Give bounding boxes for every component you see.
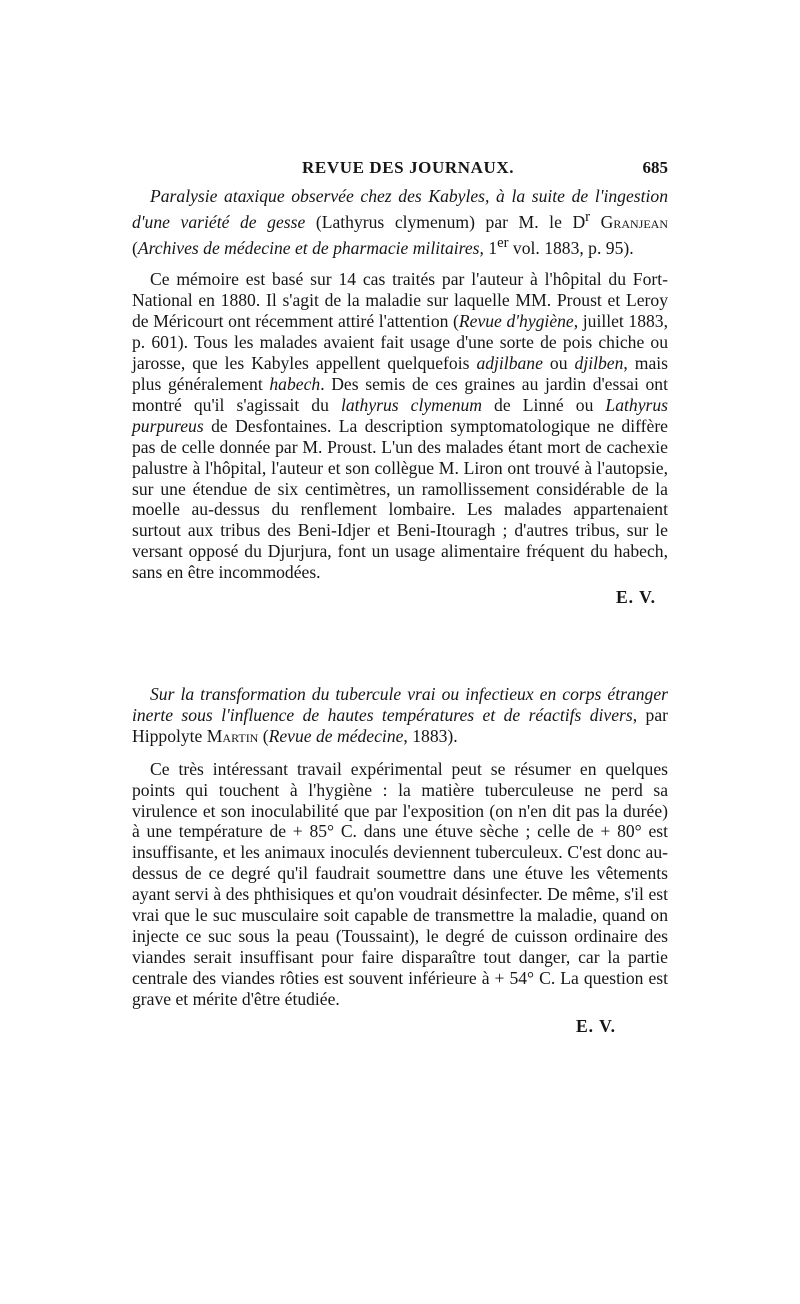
article-title [132,684,668,747]
article-body [132,269,668,583]
text-run: er [497,234,509,251]
article-transformation-tubercule [132,684,668,1037]
page-number: 685 [642,158,668,177]
text-run: , juillet 1883, p. 601). Tous les malades avaient fait usage d'une sorte de pois chiche ou jarosse, que les Kabyles appellent quelquefois [132,311,669,374]
running-title: REVUE DES JOURNAUX. [302,158,515,177]
text-run: Ce mémoire est basé sur 14 cas traités par l'auteur à l'hôpital du Fort-National en 1880. Il s'agit de la maladie sur laquelle MM. Proust et Leroy de Méricourt ont récemment attiré l'attention ( [132,269,668,332]
text-run: 1 [483,237,498,258]
text-run: Sur la transformation du tubercule vrai ou infectieux en corps étranger inerte sous l'influence de hautes températures et de réactifs divers [132,684,668,725]
text-run: ( [258,725,269,746]
text-run: Archives de médecine et de pharmacie militaires, [137,237,484,258]
article-paralysie-ataxique [132,186,668,608]
text-run: Paralysie ataxique observée chez des Kabyles, à la suite de l'ingestion d'une variété de gesse [132,186,668,232]
text-run: adjilbane [476,353,543,374]
text-run: vol. 1883, p. 95). [508,237,634,258]
text-run: Lathyrus purpureus [132,394,668,436]
text-run: Granjean [600,211,669,232]
page-header [132,158,668,184]
text-run: de Linné ou [482,394,606,415]
text-run: ou [542,353,575,374]
text-run: , par Hippolyte [132,704,669,746]
text-run: Revue d'hygiène [458,311,574,332]
article-body [132,759,668,1010]
text-run: (Lathyrus clymenum) par M. le D [305,211,586,232]
text-run: Martin [206,725,259,746]
text-run: habech [269,373,321,394]
article-signature: E. V. [575,1015,616,1036]
text-run: , mais plus généralement [132,353,669,394]
text-run: de Desfontaines. La description symptomatologique ne diffère pas de celle donnée par M. Proust. L'un des malades étant mort de cachexie palustre à l'hôpital, l'auteur et son collègue M. Liron ont trouvé à l'autopsie, sur une étendue de six centimètres, un ramollissement considérable de la moelle au-dessus du renflement lombaire. Les malades appartenaient surtout aux tribus des Beni-Idjer et Beni-Itouragh ; d'autres tribus, sur le versant opposé du Djurjura, font un usage alimentaire fréquent du habech, sans en être incommodées. [132,415,668,583]
text-run: Revue de médecine [268,725,404,746]
text-run: . Des semis de ces graines au jardin d'essai ont montré qu'il s'agissait du [132,373,668,415]
article-title [132,186,668,258]
text-run: Ce très intéressant travail expérimental peut se résumer en quelques points qui touchent à l'hygiène : la matière tuberculeuse ne perd sa virulence et son inoculabilité que par l'exposition (on n'en dit pas la durée) à une température de + 85° C. dans une étuve sèche ; celle de + 80° est insuffisante, et les animaux inoculés deviennent tuberculeux. C'est donc au-dessus de ce degré qu'il faudrait soumettre dans une étuve les vêtements ayant servi à des phthisiques et qu'on voudrait désinfecter. De même, s'il est vrai que le suc musculaire soit capable de transmettre la maladie, quand on injecte ce suc sous la peau (Toussaint), le degré de cuisson ordinaire des viandes serait insuffisant pour faire disparaître tout danger, car la partie centrale des viandes rôties est souvent inférieure à + 54° C. La question est grave et mérite d'être étudiée. [132,758,668,1009]
text-run: r [585,208,591,225]
text-run [590,212,601,232]
text-run: djilben [574,353,624,374]
text-run: , 1883). [403,725,458,746]
article-signature: E. V. [615,587,656,608]
text-run: lathyrus clymenum [340,394,482,415]
text-run: ( [132,237,138,258]
